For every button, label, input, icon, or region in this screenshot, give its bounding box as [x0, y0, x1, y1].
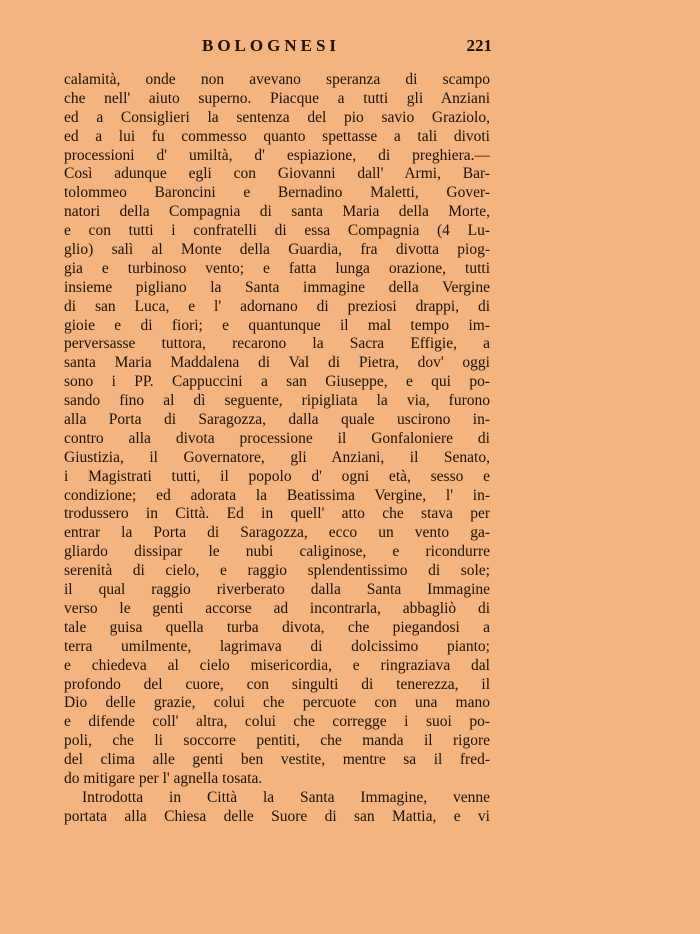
page-number: 221 [466, 36, 492, 55]
text-line: i Magistrati tutti, il popolo d' ogni età, sesso e [64, 467, 490, 485]
text-line: processioni d' umiltà, d' espiazione, di preghiera.— [64, 146, 490, 164]
text-line: portata alla Chiesa delle Suore di san Mattia, e vi [64, 807, 490, 825]
text-line: ed a Consiglieri la sentenza del pio savio Graziolo, [64, 108, 490, 126]
text-line: verso le genti accorse ad incontrarla, abbagliò di [64, 599, 490, 617]
text-line: alla Porta di Saragozza, dalla quale uscirono in- [64, 411, 490, 429]
text-line: e difende coll' altra, colui che corregge i suoi po- [64, 713, 490, 731]
text-line: profondo del cuore, con singulti di tenerezza, il [64, 675, 490, 693]
text-line: ed a lui fu commesso quanto spettasse a tali divoti [64, 127, 490, 145]
text-line: natori della Compagnia di santa Maria della Morte, [64, 203, 490, 221]
text-line: che nell' aiuto superno. Piacque a tutti gli Anziani [64, 89, 490, 107]
text-line: tolommeo Baroncini e Bernadino Maletti, Gover- [64, 184, 490, 202]
text-line: Dio delle grazie, colui che percuote con una mano [64, 694, 490, 712]
body-text [64, 71, 490, 827]
text-line: do mitigare per l' agnella tosata. [64, 769, 263, 787]
text-line: il qual raggio riverberato dalla Santa Immagine [64, 581, 490, 599]
text-line: Giustizia, il Governatore, gli Anziani, il Senato, [64, 448, 490, 466]
text-line: terra umilmente, lagrimava di dolcissimo pianto; [64, 637, 490, 655]
text-line: e chiedeva al cielo misericordia, e ringraziava dal [64, 656, 490, 674]
text-line: poli, che li soccorre pentiti, che manda il rigore [64, 732, 490, 750]
text-line: perversasse tuttora, recarono la Sacra Effigie, a [64, 335, 490, 353]
text-line: Introdotta in Città la Santa Immagine, venne [82, 788, 490, 806]
text-line: serenità di cielo, e raggio splendentissimo di sole; [64, 562, 490, 580]
text-line: e con tutti i confratelli di essa Compagnia (4 Lu- [64, 222, 490, 240]
text-line: glio) salì al Monte della Guardia, fra divotta piog- [64, 241, 490, 259]
text-line: calamità, onde non avevano speranza di scampo [64, 71, 490, 88]
text-line: Così adunque egli con Giovanni dall' Armi, Bar- [64, 165, 490, 183]
text-line: entrar la Porta di Saragozza, ecco un vento ga- [64, 524, 490, 542]
text-line: contro alla divota processione il Gonfaloniere di [64, 429, 490, 447]
running-head: BOLOGNESI [202, 36, 341, 55]
text-line: del clima alle genti ben vestite, mentre sa il fred- [64, 751, 490, 769]
text-line: tale guisa quella turba divota, che piegandosi a [64, 618, 490, 636]
text-line: gia e turbinoso vento; e fatta lunga orazione, tutti [64, 259, 490, 277]
text-line: sando fino al dì seguente, ripigliata la via, furono [64, 392, 490, 410]
text-line: santa Maria Maddalena di Val di Pietra, dov' oggi [64, 354, 490, 372]
page-header [62, 36, 492, 58]
text-line: gioie e di fiori; e quantunque il mal tempo im- [64, 316, 490, 334]
text-line: insieme pigliano la Santa immagine della Vergine [64, 278, 490, 296]
text-line: gliardo dissipar le nubi caliginose, e ricondurre [64, 543, 490, 561]
text-line: condizione; ed adorata la Beatissima Vergine, l' in- [64, 486, 490, 504]
text-line: trodussero in Città. Ed in quell' atto che stava per [64, 505, 490, 523]
text-line: di san Luca, e l' adornano di preziosi drappi, di [64, 297, 490, 315]
text-line: sono i PP. Cappuccini a san Giuseppe, e qui po- [64, 373, 490, 391]
